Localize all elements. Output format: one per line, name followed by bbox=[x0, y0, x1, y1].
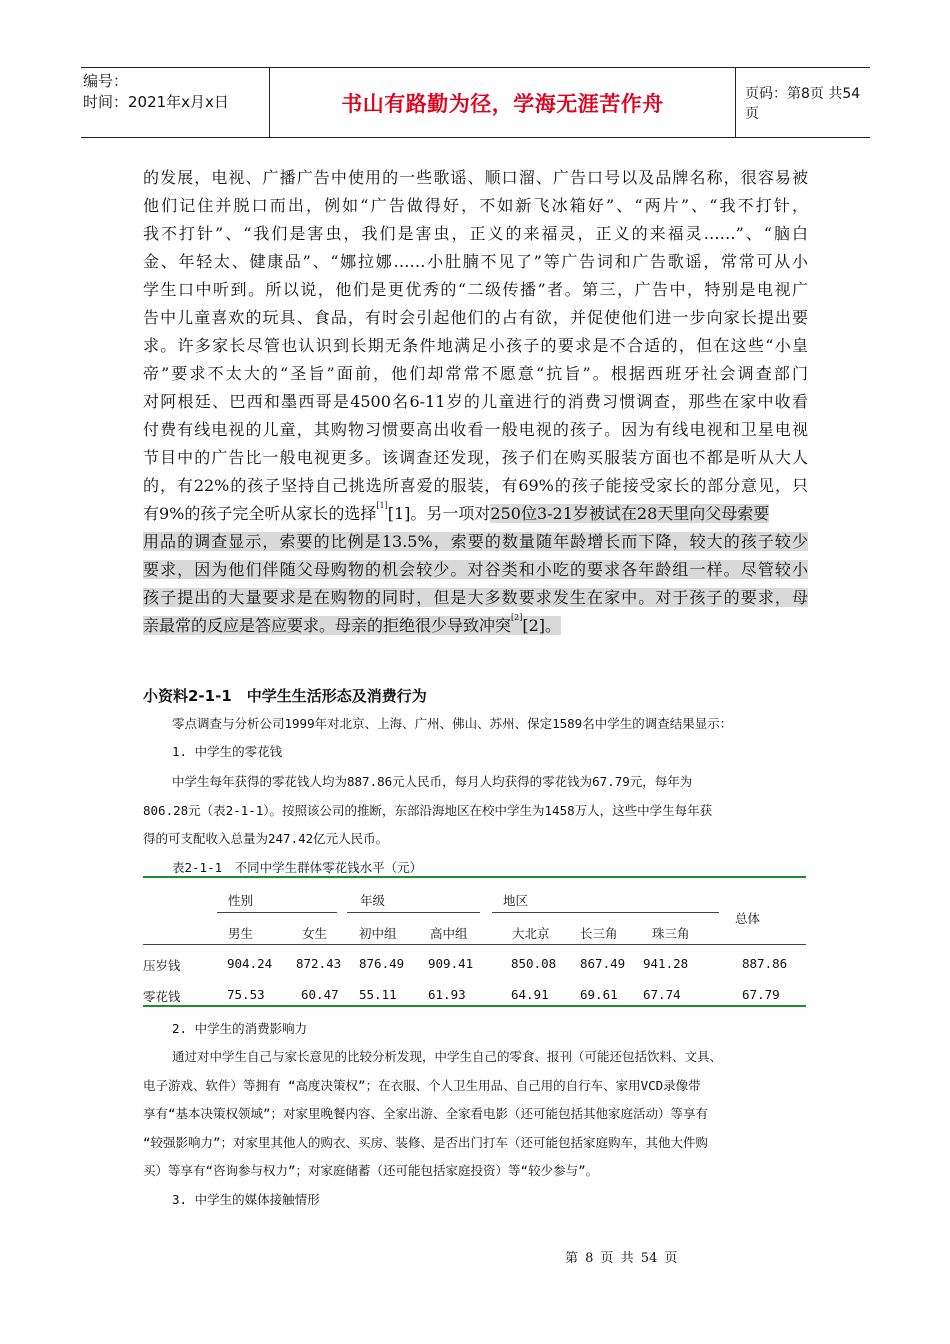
item-text-line: 电子游戏、软件）等拥有 “高度决策权”；在衣服、个人卫生用品、自己用的自行车、家用VCD录像带 bbox=[143, 1078, 701, 1093]
table-cell: 60.47 bbox=[301, 987, 339, 1002]
body-text: 有9%的孩子完全听从家长的选择 bbox=[143, 504, 377, 523]
footnote-marker[interactable]: [1] bbox=[376, 501, 388, 510]
table-group-header: 性别 bbox=[228, 893, 254, 908]
header-page-info: 页码：第8页 共54页 bbox=[745, 85, 861, 122]
table-cell: 872.43 bbox=[296, 956, 342, 971]
table-cell: 69.61 bbox=[580, 987, 618, 1002]
table-caption: 表2-1-1 不同中学生群体零花钱水平（元） bbox=[172, 860, 423, 875]
item-text-line: “较强影响力”；对家里其他人的购衣、买房、装修、是否出门打车（还可能包括家庭购车，其他大件购 bbox=[143, 1135, 709, 1150]
citation-ref: [2]。 bbox=[522, 616, 562, 635]
table-cell: 850.08 bbox=[511, 956, 557, 971]
item-heading: 2. 中学生的消费影响力 bbox=[172, 1021, 308, 1036]
highlighted-text: 250位3-21岁被试在28天里向父母索要 bbox=[490, 504, 770, 523]
table-cell: 941.28 bbox=[643, 956, 689, 971]
item-text-line: 通过对中学生自己与家长意见的比较分析发现，中学生自己的零食、报刊（可能还包括饮料、文具、 bbox=[172, 1049, 723, 1064]
citation-ref: [1]。另一项对 bbox=[387, 504, 491, 523]
table-header-rule bbox=[143, 944, 806, 945]
table-group-rule bbox=[217, 912, 337, 913]
body-line bbox=[143, 500, 808, 528]
intro-text: 零点调查与分析公司1999年对北京、上海、广州、佛山、苏州、保定1589名中学生的调查结果显示： bbox=[172, 716, 733, 731]
highlighted-text-part: 亲最常的反应是答应要求。母亲的拒绝很少导致冲突 bbox=[143, 616, 512, 635]
body-line: 的发展，电视、广播广告中使用的一些歌谣、顺口溜、广告口号以及品牌名称，很容易被 bbox=[143, 168, 808, 187]
highlighted-text: 用品的调查显示，索要的比例是13.5%，索要的数量随年龄增长而下降，较大的孩子较少 bbox=[143, 532, 808, 551]
body-line bbox=[143, 528, 808, 556]
table-col-header: 珠三角 bbox=[652, 926, 690, 941]
table-col-header: 女生 bbox=[302, 926, 328, 941]
table-group-header: 地区 bbox=[503, 893, 529, 908]
body-line bbox=[143, 612, 808, 640]
body-line: 节目中的广告比一般电视更多。该调查还发现，孩子们在购买服装方面也不都是听从大人 bbox=[143, 448, 808, 467]
header-motto-cell bbox=[270, 68, 736, 137]
table-row-label: 压岁钱 bbox=[143, 958, 181, 973]
section-title: 小资料2-1-1 中学生生活形态及消费行为 bbox=[143, 687, 427, 705]
item-text-line: 得的可支配收入总量为247.42亿元人民币。 bbox=[143, 831, 389, 846]
body-line: 他们记住并脱口而出，例如“广告做得好，不如新飞冰箱好”、“两片”、“我不打针， bbox=[143, 196, 808, 215]
table-cell: 55.11 bbox=[359, 987, 397, 1002]
body-line: 求。许多家长尽管也认识到长期无条件地满足小孩子的要求是不合适的，但在这些“小皇 bbox=[143, 336, 808, 355]
body-paragraph bbox=[143, 164, 808, 640]
document-number-label: 编号： bbox=[83, 72, 129, 90]
table-cell: 75.53 bbox=[227, 987, 265, 1002]
table-col-header: 大北京 bbox=[512, 926, 550, 941]
table-cell: 61.93 bbox=[428, 987, 466, 1002]
table-cell: 64.91 bbox=[511, 987, 549, 1002]
table-col-header: 高中组 bbox=[430, 926, 468, 941]
table-total-cell: 887.86 bbox=[742, 956, 788, 971]
item-heading: 3. 中学生的媒体接触情形 bbox=[172, 1192, 320, 1207]
item-text-line: 806.28元（表2-1-1）。按照该公司的推断，东部沿海地区在校中学生为1458万人，这些中学生每年获 bbox=[143, 803, 713, 818]
body-line: 告中儿童喜欢的玩具、食品，有时会引起他们的占有欲，并促使他们进一步向家长提出要 bbox=[143, 308, 808, 327]
body-line: 金、年轻太、健康品”、“娜拉娜……小肚腩不见了”等广告词和广告歌谣，常常可从小 bbox=[143, 252, 808, 271]
body-line: 付费有线电视的儿童，其购物习惯要高出收看一般电视的孩子。因为有线电视和卫星电视 bbox=[143, 420, 808, 439]
highlighted-text: 孩子提出的大量要求是在购物的同时，但是大多数要求发生在家中。对于孩子的要求，母 bbox=[143, 588, 808, 607]
header-motto: 书山有路勤为径，学海无涯苦作舟 bbox=[341, 91, 664, 116]
body-line bbox=[143, 584, 808, 612]
table-group-header: 年级 bbox=[360, 893, 386, 908]
page-footer: 第 8 页 共 54 页 bbox=[565, 1251, 678, 1266]
table-bottom-rule bbox=[143, 1005, 806, 1007]
table-cell: 904.24 bbox=[227, 956, 273, 971]
table-row-label: 零花钱 bbox=[143, 989, 181, 1004]
table-col-header: 男生 bbox=[228, 926, 254, 941]
body-line: 学生口中听到。所以说，他们是更优秀的“二级传播”者。第三，广告中，特别是电视广 bbox=[143, 280, 808, 299]
table-group-rule bbox=[492, 912, 719, 913]
body-line: 的，有22%的孩子坚持自己挑选所喜爱的服装，有69%的孩子能接受家长的部分意见，只 bbox=[143, 476, 808, 495]
page-header bbox=[81, 67, 870, 138]
table-col-header: 长三角 bbox=[580, 926, 618, 941]
header-meta-cell bbox=[81, 68, 270, 137]
table-cell: 909.41 bbox=[428, 956, 474, 971]
table-total-cell: 67.79 bbox=[742, 987, 780, 1002]
table-group-rule bbox=[347, 912, 480, 913]
table-top-rule bbox=[143, 876, 806, 878]
item-text-line: 中学生每年获得的零花钱人均为887.86元人民币，每月人均获得的零花钱为67.79元，每年为 bbox=[172, 774, 693, 789]
table-col-header: 初中组 bbox=[359, 926, 397, 941]
body-line: 对阿根廷、巴西和墨西哥是4500名6-11岁的儿童进行的消费习惯调查，那些在家中收看 bbox=[143, 392, 808, 411]
highlighted-text bbox=[143, 613, 562, 635]
item-text-line: 买）等享有“咨询参与权力”；对家庭储蓄（还可能包括家庭投资）等“较少参与”。 bbox=[143, 1163, 599, 1178]
header-page-cell bbox=[737, 68, 870, 137]
table-cell: 876.49 bbox=[359, 956, 405, 971]
body-line: 帝”要求不太大的“圣旨”面前，他们却常常不愿意“抗旨”。根据西班牙社会调查部门 bbox=[143, 364, 808, 383]
item-text-line: 享有“基本决策权领域”；对家里晚餐内容、全家出游、全家看电影（还可能包括其他家庭活动）等享有 bbox=[143, 1106, 709, 1121]
table-cell: 67.74 bbox=[643, 987, 681, 1002]
body-line: 我不打针”、“我们是害虫，我们是害虫，正义的来福灵，正义的来福灵……”、“脑白 bbox=[143, 224, 808, 243]
table-cell: 867.49 bbox=[580, 956, 626, 971]
item-heading: 1. 中学生的零花钱 bbox=[172, 744, 283, 759]
document-date-label: 时间：2021年x月x日 bbox=[83, 93, 229, 111]
body-line bbox=[143, 556, 808, 584]
highlighted-text: 要求，因为他们伴随父母购物的机会较少。对谷类和小吃的要求各年龄组一样。尽管较小 bbox=[143, 560, 808, 579]
table-total-header: 总体 bbox=[735, 911, 761, 926]
footnote-marker[interactable]: [2] bbox=[511, 613, 523, 622]
